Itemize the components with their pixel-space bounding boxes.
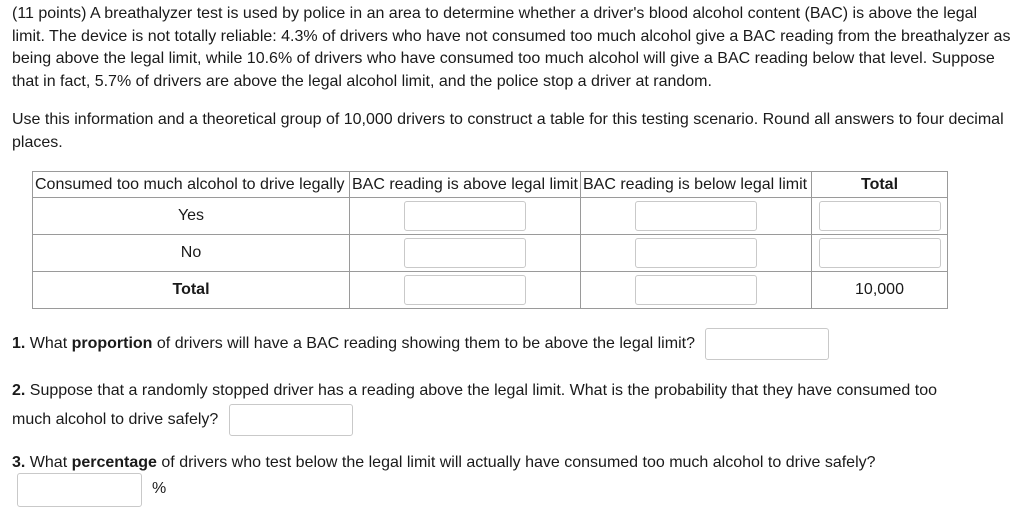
table-header-row — [33, 172, 948, 198]
yes-total-input[interactable] — [819, 201, 941, 231]
question-1-answer-input[interactable] — [705, 328, 829, 360]
yes-below-input[interactable] — [635, 201, 757, 231]
header-total: Total — [812, 172, 948, 198]
row-label-total: Total — [33, 272, 350, 309]
no-above-input[interactable] — [404, 238, 526, 268]
question-1-post: of drivers will have a BAC reading showing them to be above the legal limit? — [152, 335, 695, 353]
question-1-number: 1. — [12, 335, 26, 353]
question-2-number: 2. — [12, 382, 26, 399]
question-2-answer-input[interactable] — [229, 404, 353, 436]
row-label-no: No — [33, 235, 350, 272]
row-label-yes: Yes — [33, 198, 350, 235]
table-row-yes — [33, 198, 948, 235]
yes-above-input[interactable] — [404, 201, 526, 231]
question-3-keyword: percentage — [71, 454, 157, 471]
question-3-post: of drivers who test below the legal limit will actually have consumed too much alcohol to drive safely? — [156, 454, 876, 471]
grand-total-value: 10,000 — [812, 272, 948, 309]
table-row-no — [33, 235, 948, 272]
header-consumed: Consumed too much alcohol to drive legally — [33, 172, 350, 198]
no-below-input[interactable] — [635, 238, 757, 268]
total-below-input[interactable] — [635, 275, 757, 305]
question-2 — [12, 377, 972, 436]
question-3-answer-input[interactable] — [17, 473, 142, 507]
table-row-total — [33, 272, 948, 309]
contingency-table — [32, 171, 948, 309]
question-1 — [12, 328, 829, 360]
instructions: Use this information and a theoretical group of 10,000 drivers to construct a table for this testing scenario. Round all answers to four decimal places. — [12, 111, 1004, 151]
problem-statement: (11 points) A breathalyzer test is used by police in an area to determine whether a driver's blood alcohol content (BAC) is above the legal limit. The device is not totally reliable: 4.3% of drivers who have not consumed too much alcohol give a BAC reading from the breathalyzer as being above the legal limit, while 10.6% of drivers who have consumed too much alcohol will give a BAC reading below that level. Suppose that in fact, 5.7% of drivers are above the legal alcohol limit, and the police stop a driver at random. — [12, 5, 1011, 90]
question-2-text: Suppose that a randomly stopped driver has a reading above the legal limit. What is the probability that they have consumed too much alcohol to drive safely? — [12, 382, 937, 429]
header-above-limit: BAC reading is above legal limit — [350, 172, 581, 198]
no-total-input[interactable] — [819, 238, 941, 268]
question-3-number: 3. — [12, 454, 26, 471]
question-1-keyword: proportion — [71, 335, 153, 353]
question-3-pre: What — [25, 454, 72, 471]
percent-unit: % — [152, 480, 167, 497]
question-1-pre: What — [25, 335, 72, 353]
header-below-limit: BAC reading is below legal limit — [581, 172, 812, 198]
total-above-input[interactable] — [404, 275, 526, 305]
question-3 — [12, 451, 876, 475]
